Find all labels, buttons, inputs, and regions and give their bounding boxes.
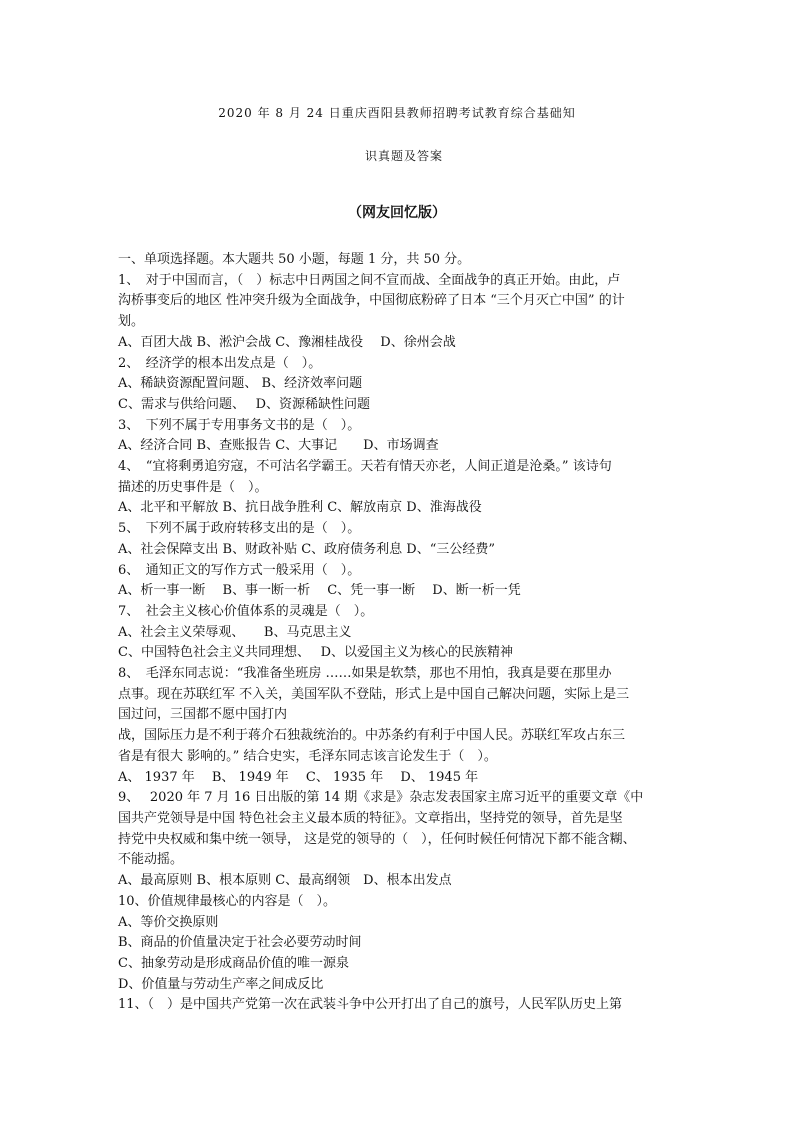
document-title-line-2: 识真题及答案 [364,149,443,163]
question-4-text: 4、 “宜将剩勇追穷寇，不可沽名学霸王。天若有情天亦老，人间正道是沧桑。” 该诗句 [118,459,612,475]
question-6-text: 6、 通知正文的写作方式一般采用（ ）。 [118,562,361,578]
question-1-text: 1、 对于中国而言，（ ）标志中日两国之间不宣而战、全面战争的真正开始。由此，卢 [118,272,621,288]
question-9-options: A、最高原则 B、根本原则 C、最高纲领 D、根本出发点 [118,873,452,889]
question-1-text: 沟桥事变后的地区 性冲突升级为全面战争，中国彻底粉碎了日本 “三个月灭亡中国” 的计 [118,293,625,309]
question-10-option-a: A、等价交换原则 [118,914,219,930]
question-8-options: A、 1937 年 B、 1949 年 C、 1935 年 D、 1945 年 [118,769,479,785]
question-2-options: A、稀缺资源配置问题、 B、经济效率问题 [118,376,363,392]
question-9-text: 持党中央权威和集中统一领导， 这是党的领导的（ ），任何时候任何情况下都不能含糊、 [118,831,636,847]
question-11-text: 11、（ ）是中国共产党第一次在武装斗争中公开打出了自己的旗号，人民军队历史上第 [118,997,623,1013]
question-6-options: A、析一事一断 B、事一断一析 C、凭一事一断 D、断一析一凭 [118,583,521,599]
question-1-options: A、百团大战 B、淞沪会战 C、豫湘桂战役 D、徐州会战 [118,334,456,350]
question-5-text: 5、 下列不属于政府转移支出的是（ ）。 [118,521,361,537]
question-4-options: A、北平和平解放 B、抗日战争胜利 C、解放南京 D、淮海战役 [118,500,482,516]
question-8-text: 点事。现在苏联红军 不入关，美国军队不登陆，形式上是中国自己解决问题，实际上是三 [118,686,630,702]
question-9-text: 9、 2020 年 7 月 16 日出版的第 14 期《求是》杂志发表国家主席习近平的重要文章《中 [118,790,644,806]
question-body [118,250,690,1016]
question-3-text: 3、 下列不属于专用事务文书的是（ ）。 [118,417,361,433]
question-7-options: A、社会主义荣辱观、 B、马克思主义 [118,624,352,640]
question-4-text: 描述的历史事件是（ ）。 [118,479,268,495]
question-9-text: 不能动摇。 [118,852,184,868]
question-2-options: C、需求与供给问题、 D、资源稀缺性问题 [118,396,371,412]
question-7-text: 7、 社会主义核心价值体系的灵魂是（ ）。 [118,603,374,619]
question-8-text: 省是有很大 影响的。” 结合史实，毛泽东同志该言论发生于（ ）。 [118,748,497,764]
section-heading: 一、单项选择题。本大题共 50 小题，每题 1 分，共 50 分。 [118,252,471,267]
question-1-text: 划。 [118,314,145,330]
question-10-option-b: B、商品的价值量决定于社会必要劳动时间 [118,935,362,951]
question-7-options: C、中国特色社会主义共同理想、 D、以爱国主义为核心的民族精神 [118,645,514,661]
document-subtitle: （网友回忆版） [348,205,446,221]
question-3-options: A、经济合同 B、查账报告 C、大事记 D、市场调查 [118,438,439,454]
question-8-text: 战，国际压力是不利于蒋介石独裁统治的。中苏条约有利于中国人民。苏联红军攻占东三 [118,728,626,744]
document-title-line-1: 2020 年 8 月 24 日重庆酉阳县教师招聘考试教育综合基础知 [218,106,576,120]
question-8-text: 国过问，三国都不愿中国打内 [118,707,288,723]
question-10-text: 10、价值规律最核心的内容是（ ）。 [118,893,337,909]
question-5-options: A、社会保障支出 B、财政补贴 C、政府债务利息 D、“三公经费” [118,541,496,557]
question-2-text: 2、 经济学的根本出发点是（ ）。 [118,355,322,371]
question-8-text: 8、 毛泽东同志说：“我准备坐班房 ……如果是软禁，那也不用怕，我真是要在那里办 [118,666,612,682]
question-10-option-c: C、抽象劳动是形成商品价值的唯一源泉 [118,955,349,971]
question-9-text: 国共产党领导是中国 特色社会主义最本质的特征》。文章指出，坚持党的领导，首先是坚 [118,810,623,826]
question-10-option-d: D、价值量与劳动生产率之间成反比 [118,976,324,992]
